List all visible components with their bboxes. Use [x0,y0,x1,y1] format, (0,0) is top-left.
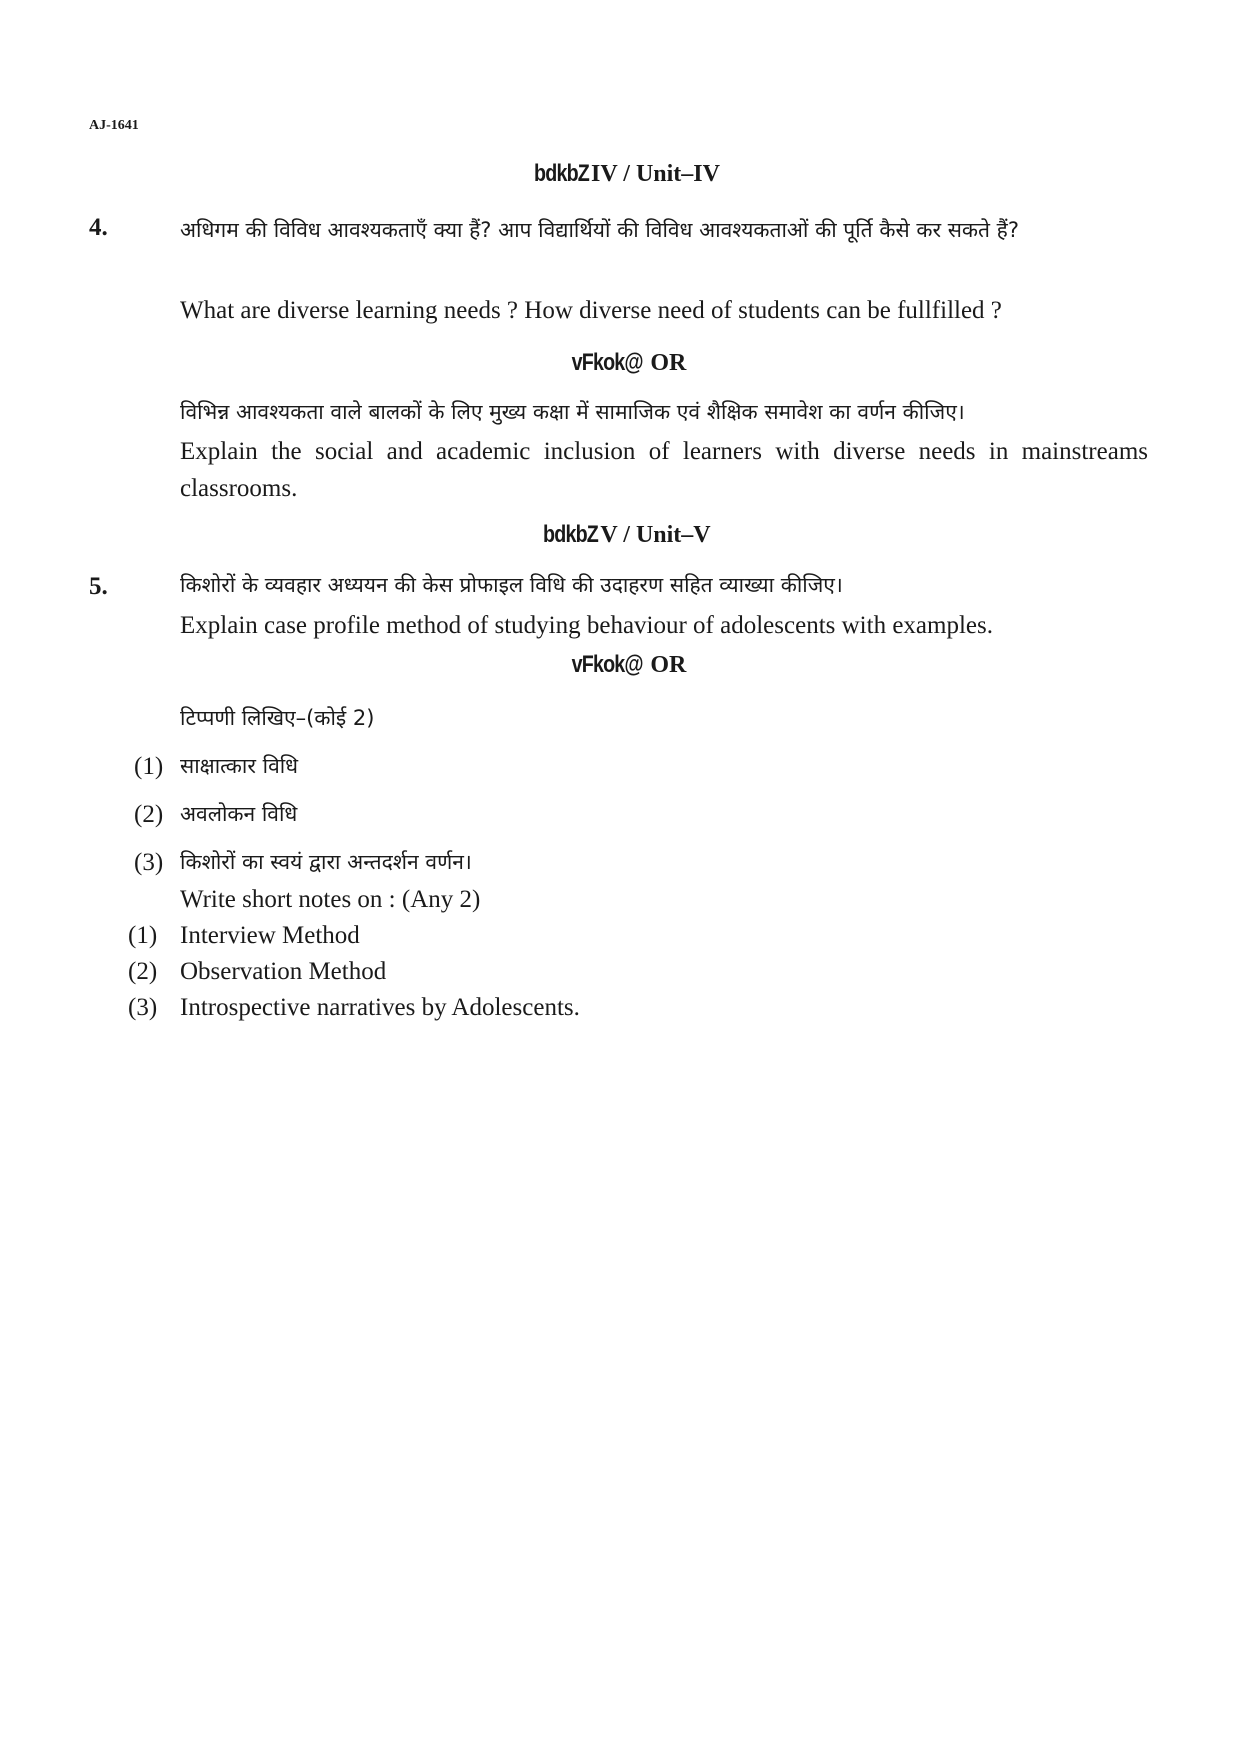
or-hindi-garbled: vFkok@ [571,651,643,678]
or-separator-2 [0,651,1242,679]
english-item-text: Introspective narratives by Adolescents. [180,994,580,1021]
hindi-item-number: (3) [134,849,164,876]
unit-5-heading-hindi-garbled: bdkbZ [543,521,599,548]
short-notes-english: Write short notes on : (Any 2) [180,886,481,913]
hindi-item-text: अवलोकन विधि [180,802,298,826]
hindi-item-number: (2) [134,801,164,828]
english-item-text: Observation Method [180,958,387,985]
hindi-item-text: किशोरों का स्वयं द्वारा अन्तदर्शन वर्णन। [180,850,472,874]
unit-4-heading-hindi-garbled: bdkbZ [534,160,590,187]
paper-code: AJ-1641 [89,118,139,133]
english-item-text: Interview Method [180,922,360,949]
question-5-hindi: किशोरों के व्यवहार अध्ययन की केस प्रोफाइल विधि की उदाहरण सहित व्याख्या कीजिए। [180,573,843,597]
hindi-item-text: साक्षात्कार विधि [180,754,299,778]
unit-4-heading [0,160,1242,188]
or-separator-1 [0,349,1242,377]
unit-5-heading-text: V / Unit–V [600,522,711,548]
unit-5-heading [0,521,1242,549]
or-text: OR [650,652,687,678]
or-hindi-garbled: vFkok@ [571,349,643,376]
question-4-alt-english: Explain the social and academic inclusion of learners with diverse needs in mainstreams classrooms. [180,438,1148,502]
question-5-number: 5. [89,573,108,600]
question-4-english: What are diverse learning needs ? How diverse need of students can be fullfilled ? [180,297,1002,324]
question-4-number: 4. [89,214,108,241]
question-4-alt-hindi: विभिन्न आवश्यकता वाले बालकों के लिए मुख्य कक्षा में सामाजिक एवं शैक्षिक समावेश का वर्णन कीजिए। [180,400,965,424]
english-item-number: (2) [128,958,158,985]
short-notes-hindi: टिप्पणी लिखिए–(कोई 2) [180,706,375,730]
or-text: OR [650,350,687,376]
english-item-number: (1) [128,922,158,949]
hindi-item-number: (1) [134,753,164,780]
question-4-hindi: अधिगम की विविध आवश्यकताएँ क्या हैं? आप विद्यार्थियों की विविध आवश्यकताओं की पूर्ति कैसे कर सकते हैं? [180,218,1019,242]
unit-4-heading-text: IV / Unit–IV [591,161,720,187]
question-5-english: Explain case profile method of studying behaviour of adolescents with examples. [180,612,993,639]
english-item-number: (3) [128,994,158,1021]
